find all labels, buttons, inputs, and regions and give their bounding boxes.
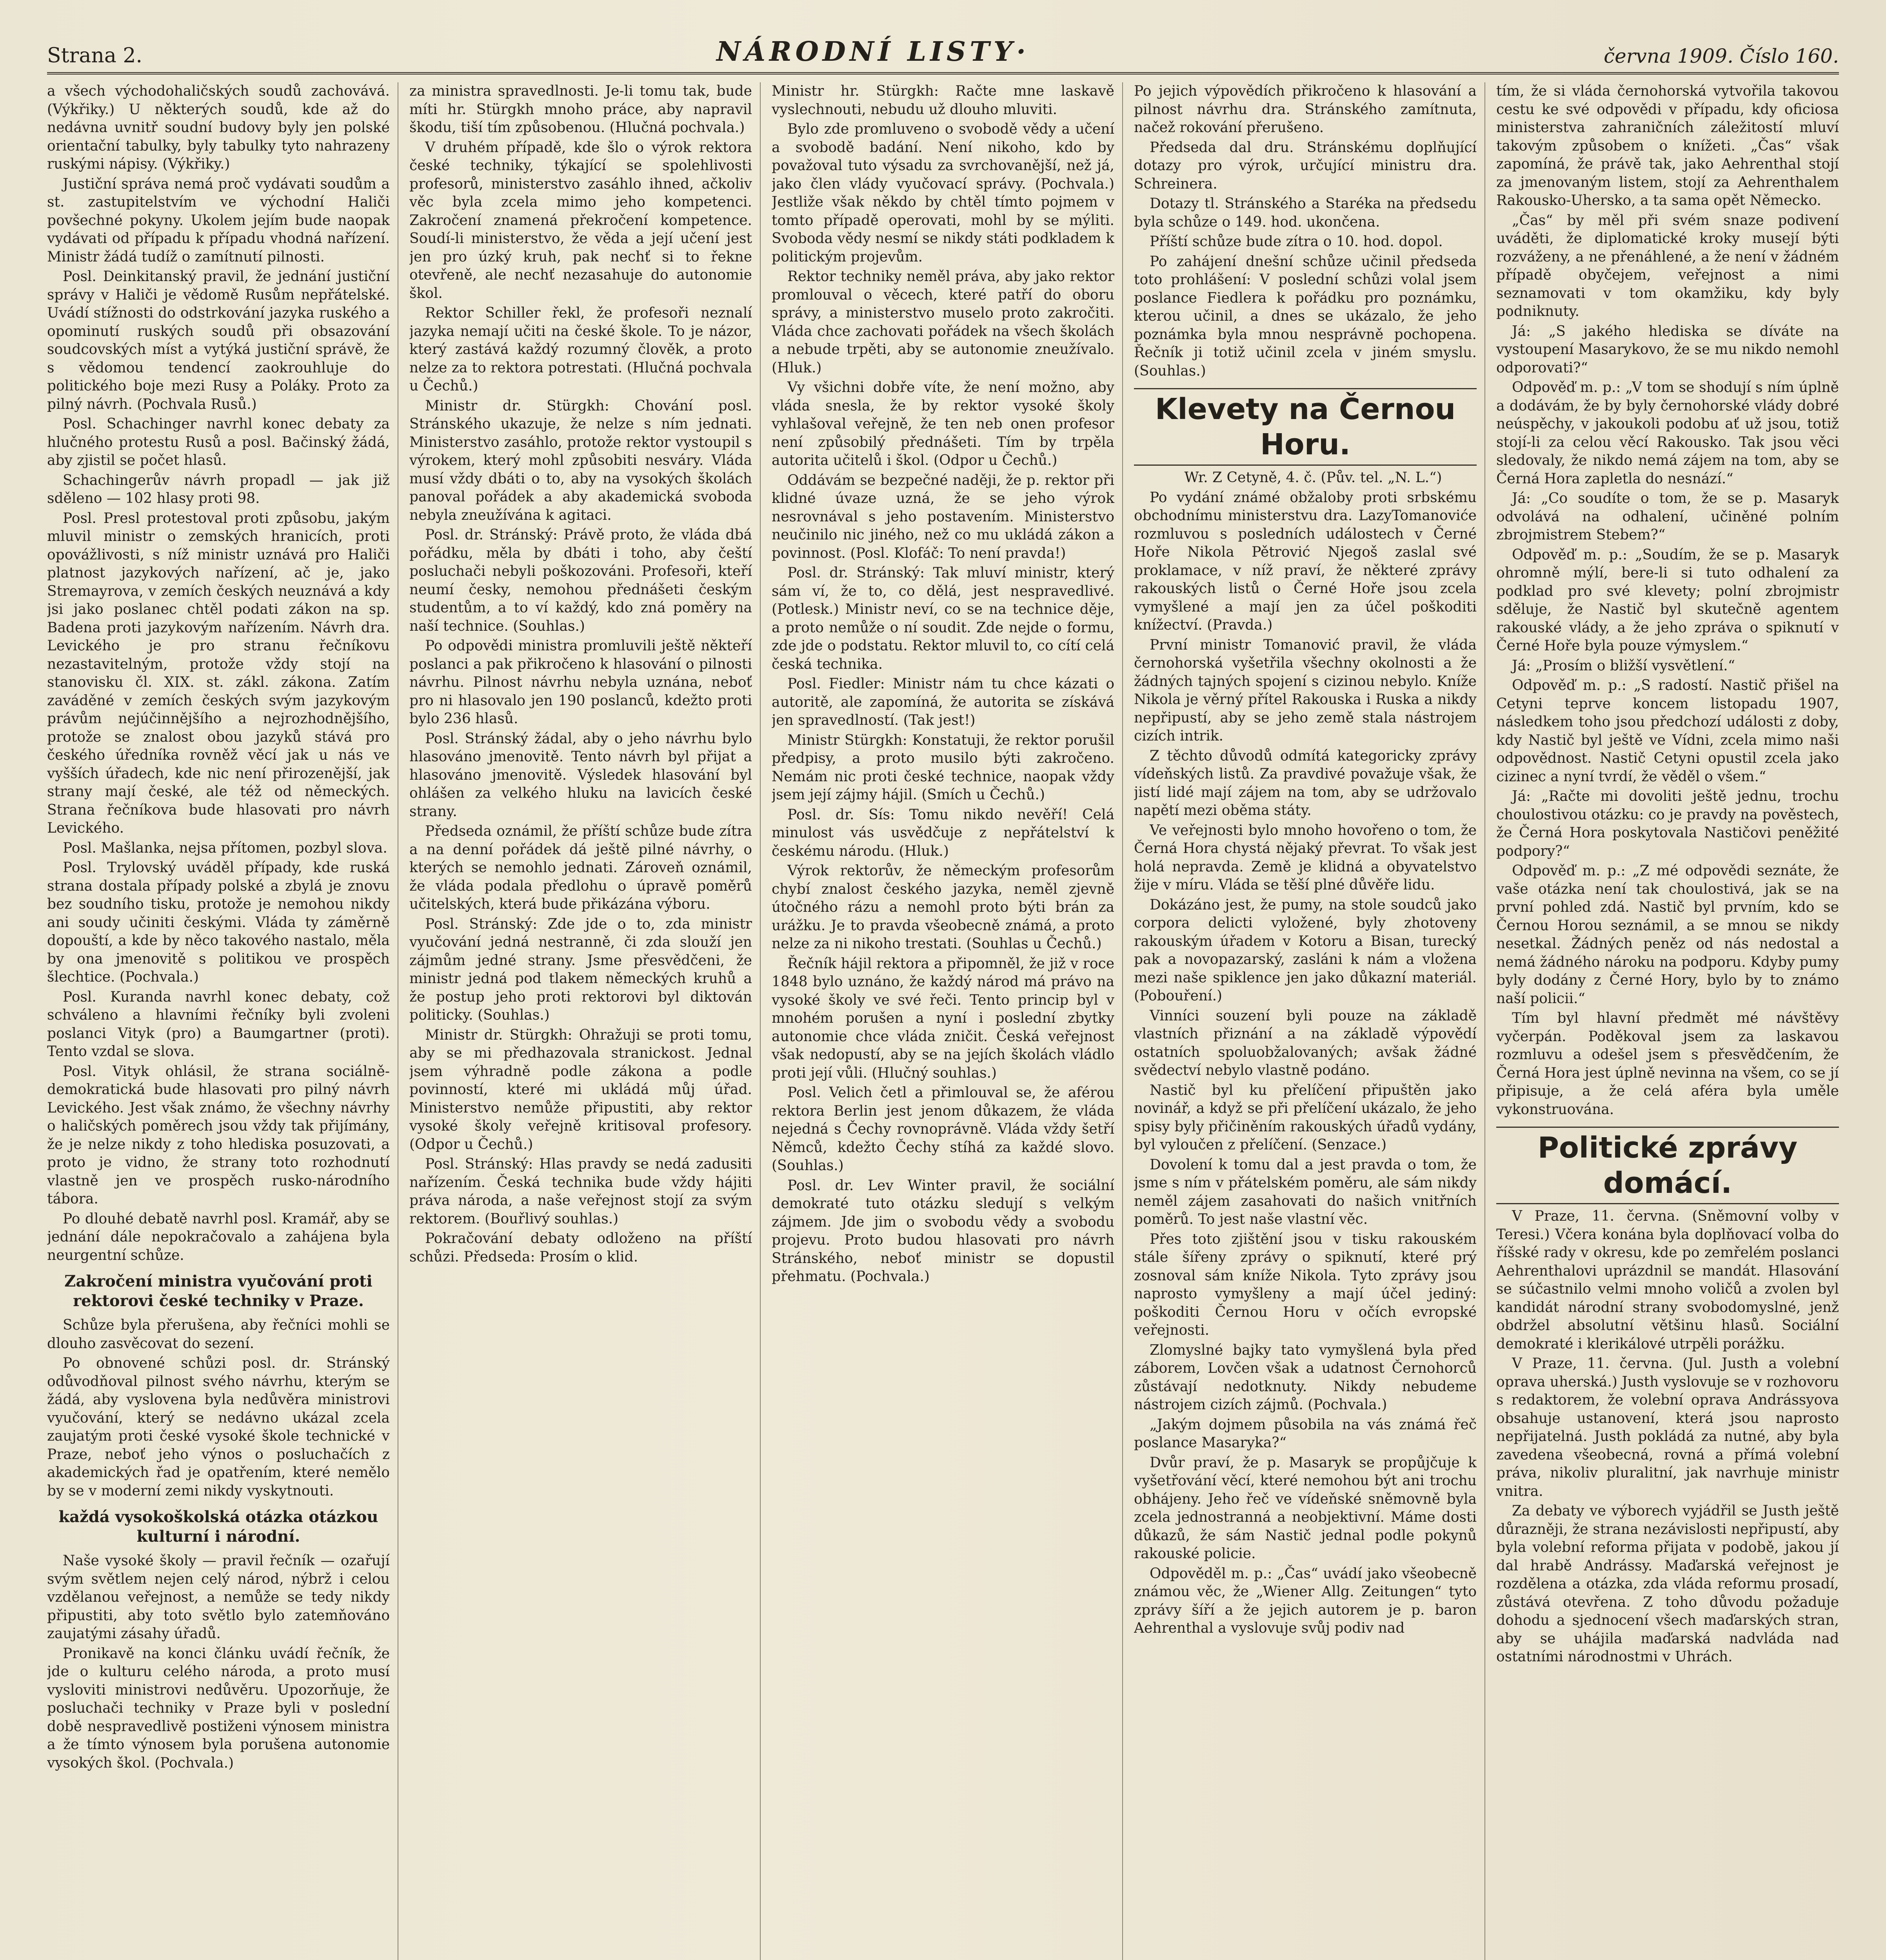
- paragraph: za ministra spravedlnosti. Je-li tomu tak, bude míti hr. Stürgkh mnoho práce, aby napravil škodu, tiší tím způsobenou. (Hlučná pochvala.): [409, 83, 752, 136]
- paragraph: Vy všichni dobře víte, že není možno, aby vláda snesla, že by rektor vysoké školy vyhlašoval veřejně, že ten neb onen profesor není způsobilý přednášeti. Tím by trpěla autorita učitelů i škol. (Odpor u Čechů.): [772, 379, 1114, 468]
- paragraph: Výrok rektorův, že německým profesorům chybí znalost českého jazyka, neměl zjevně útočného rázu a nemohl proto býti brán za urážku. Je to pravda všeobecně známá, a proto nelze za ni nikoho trestati. (Souhlas u Čechů.): [772, 863, 1114, 952]
- paragraph: Posl. dr. Stránský: Právě proto, že vláda dbá pořádku, měla by dbáti i toho, aby čeští posluchači nebyli poškozováni. Profesoři, kteří neumí česky, nemohou přednášeti českým studentům, a to ví každý, kdo zná poměry na naší technice. (Souhlas.): [409, 527, 752, 634]
- paragraph: Posl. dr. Lev Winter pravil, že sociální demokraté tuto otázku sledují s velkým zájmem. Jde jim o svobodu vědy a svobodu projevu. Proto budou hlasovati pro návrh Stránského, neboť ministr se dopustil přehmatu. (Pochvala.): [772, 1177, 1114, 1285]
- paragraph: „Čas“ by měl při svém snaze podivení uváděti, že diplomatické kroky musejí býti rozváženy, a ne přenáhlené, a že není v žádném případě obyčejem, veřejnost a nimi seznamovati v tom okamžiku, kdy byly podniknuty.: [1496, 212, 1839, 319]
- paragraph: Schůze byla přerušena, aby řečníci mohli se dlouho zasvěcovat do sezení.: [47, 1317, 390, 1352]
- paragraph: Po obnovené schůzi posl. dr. Stránský odůvodňoval pilnost svého návrhu, kterým se žádá, aby vyslovena byla nedůvěra ministrovi vyučování, který se nedávno ukázal zcela zaujatým proti české vysoké škole technické v Praze, neboť jeho výnos o posluchačích z akademických řad je opatřením, které nemělo by se v moderní zemi nikdy vyskytnouti.: [47, 1355, 390, 1499]
- paragraph: Nastič byl ku přelíčení připuštěn jako novinář, a když se při přelíčení ukázalo, že jeho spisy byly přičiněním rakouských úřadů vydány, byl vyloučen z přelíčení. (Senzace.): [1134, 1082, 1477, 1153]
- masthead-title: NÁRODNÍ LISTY·: [716, 36, 1030, 67]
- article-byline: Wr. Z Cetyně, 4. č. (Pův. tel. „N. L.“): [1184, 470, 1442, 486]
- issue-date: června 1909. Číslo 160.: [1604, 45, 1839, 67]
- paragraph: Za debaty ve výborech vyjádřil se Justh ještě důrazněji, že strana nezávislosti nepřipustí, aby byla volební reforma přijata v podobě, jakou jí dal hrabě Andrássy. Maďarská veřejnost je rozdělena a otázka, zda vláda reformu prosadí, zůstává otevřena. Z toho důvodu požaduje dohodu a sjednocení všech maďarských stran, aby se uhájila maďarská nadvláda nad ostatními národnostmi v Uhrách.: [1496, 1503, 1839, 1665]
- paragraph: Ministr hr. Stürgkh: Račte mne laskavě vyslechnouti, nebudu už dlouho mluviti.: [772, 83, 1114, 118]
- paragraph: Oddávám se bezpečné naději, že p. rektor při klidné úvaze uzná, že se jeho výrok nesrovnával s jeho postavením. Ministerstvo neučinilo nic jiného, než co mu ukládá zákon a povinnost. (Posl. Klofáč: To není pravda!): [772, 472, 1114, 561]
- section-heading: Zakročení ministra vyučování proti rektorovi české techniky v Praze.: [64, 1272, 372, 1310]
- paragraph: Po zahájení dnešní schůze učinil předseda toto prohlášení: V poslední schůzi volal jsem poslance Fiedlera k pořádku pro poznámku, kterou učinil, a dnes se ukázalo, že jeho poznámka byla mnou nesprávně pochopena. Řečník ji totiž učinil zcela v jiném smyslu. (Souhlas.): [1134, 253, 1477, 379]
- paragraph: tím, že si vláda černohorská vytvořila takovou cestu ke své odpovědi v případu, kdy oficiosa ministerstva zahraničních záležitostí mluví takovým způsobem o knížeti. „Čas“ však zapomíná, že právě tak, jako Aehrenthal stojí za jmenovaným listem, stojí za Aehrenthalem Rakousko-Uhersko, a ta sama opět Německo.: [1496, 83, 1839, 209]
- paragraph: Zlomyslné bajky tato vymyšlená byla před záborem, Lovčen však a udatnost Černohorců zůstávají nedotknuty. Nikdy nebudeme nástrojem cizích zájmů. (Pochvala.): [1134, 1342, 1477, 1413]
- paragraph: Posl. Deinkitanský pravil, že jednání justiční správy v Haliči je vědomě Rusům nepřátelské. Uvádí stížnosti do odstrkování jazyka ruského a opominutí ruských soudů při obsazování soudcovských míst a vytýká justiční správě, že s vědomou tendencí zaokrouhluje do politického boje mezi Rusy a Poláky. Proto za pilný návrh. (Pochvala Rusů.): [47, 269, 390, 412]
- paragraph: Posl. Velich četl a přimlouval se, že aférou rektora Berlin jest jenom důkazem, že vláda nejedná s Čechy rovnoprávně. Vláda vždy šetří Němců, kdežto Čechy stíhá za každé slovo. (Souhlas.): [772, 1085, 1114, 1174]
- paragraph: Posl. Fiedler: Ministr nám tu chce kázati o autoritě, ale zapomíná, že autorita se získává jen spravedlností. (Tak jest!): [772, 676, 1114, 728]
- paragraph: Já: „Co soudíte o tom, že se p. Masaryk odvolává na odhalení, učiněné polním zbrojmistrem Stebem?“: [1496, 490, 1839, 543]
- paragraph: Po odpovědi ministra promluvili ještě někteří poslanci a pak přikročeno k hlasování o pilnosti návrhu. Pilnost návrhu nebyla uznána, neboť pro ni hlasovalo jen 190 poslanců, kdežto proti bylo 236 hlasů.: [409, 638, 752, 727]
- column-2: [409, 82, 761, 1960]
- paragraph: V Praze, 11. června. (Jul. Justh a volební oprava uherská.) Justh vyslovuje se v rozhovoru s redaktorem, že volební oprava Andrássyova obsahuje ustanovení, která jsou naprosto nepřijatelná. Justh pokládá za nutné, aby byla zavedena všeobecná, rovná a přímá volební práva, nikoliv pluralitní, jak navrhuje ministr vnitra.: [1496, 1356, 1839, 1499]
- paragraph: Vinníci souzení byli pouze na základě vlastních přiznání a na základě výpovědí ostatních spoluobžalovaných; avšak žádné svědectví nebylo vlastně podáno.: [1134, 1007, 1477, 1078]
- paragraph: Posl. Vityk ohlásil, že strana sociálně-demokratická bude hlasovati pro pilný návrh Levického. Jest však známo, že všechny návrhy o haličských poměrech jsou vždy tak přijímány, že je nelze nikdy z toho hlediska posuzovati, a proto je vidno, že strany toto rozhodnutí vlastně jen ve prospěch rusko-národního tábora.: [47, 1063, 390, 1207]
- paragraph: Posl. Stránský: Zde jde o to, zda ministr vyučování jedná nestranně, či zda slouží jen zájmům jedné strany. Jsme přesvědčeni, že ministr jedná pod tlakem německých kruhů a že postup jeho proti rektorovi byl diktován politicky. (Souhlas.): [409, 916, 752, 1023]
- paragraph: Ve veřejnosti bylo mnoho hovořeno o tom, že Černá Hora chystá nějaký převrat. To však jest holá nepravda. Země je klidná a obyvatelstvo žije v míru. Vláda se těší plné důvěře lidu.: [1134, 822, 1477, 893]
- paragraph: V druhém případě, kde šlo o výrok rektora české techniky, týkající se spolehlivosti profesorů, ministerstvo zasáhlo ihned, ačkoliv věc byla zcela mimo jeho kompetenci. Zakročení znamená překročení kompetence. Soudí-li ministerstvo, že věda a její učení jest jen pro úzký kruh, pak nechť si to řekne otevřeně, ale nechť nezasahuje do autonomie škol.: [409, 139, 752, 301]
- article-heading-domestic-politics: Politické zprávy domácí.: [1496, 1127, 1839, 1204]
- paragraph: Posl. Stránský: Hlas pravdy se nedá zadusiti nařízením. Česká technika bude vždy hájiti práva národa, a naše veřejnost stojí za svým rektorem. (Bouřlivý souhlas.): [409, 1156, 752, 1227]
- page-header: [47, 24, 1839, 74]
- paragraph: Já: „Prosím o bližší vysvětlení.“: [1512, 657, 1735, 674]
- section-heading: každá vysokoškolská otázka otázkou kulturní i národní.: [58, 1508, 378, 1546]
- paragraph: Rektor techniky neměl práva, aby jako rektor promlouval o věcech, které patří do oboru správy, a ministerstvo muselo proto zakročiti. Vláda chce zachovati pořádek na všech školách a nebude trpěti, aby se autonomie zneužívalo. (Hluk.): [772, 269, 1114, 376]
- paragraph: Odpověděl m. p.: „Čas“ uvádí jako všeobecně známou věc, že „Wiener Allg. Zeitungen“ tyto zprávy šíří a že jejich autorem je p. baron Aehrenthal a vyslovuje svůj podiv nad: [1134, 1565, 1477, 1636]
- paragraph: Odpověď m. p.: „Z mé odpovědi seznáte, že vaše otázka není tak choulostivá, jak se na první pohled zdá. Nastič byl prvním, kdo se Černou Horou seznámil, a se mnou se nikdy nesetkal. Žádných peněz od nás nedostal a nemá žádného nároku na podporu. Kdyby pumy byly dodány z Černé Hory, bylo by to známo naší policii.“: [1496, 863, 1839, 1007]
- paragraph: Po dlouhé debatě navrhl posl. Kramář, aby se jednání dále nepokračovalo a zahájena byla neurgentní schůze.: [47, 1210, 390, 1263]
- paragraph: Po jejich výpovědích přikročeno k hlasování a pilnost návrhu dra. Stránského zamítnuta, načež rokování přerušeno.: [1134, 83, 1477, 136]
- paragraph: Předseda oznámil, že příští schůze bude zítra a na denní pořádek dá ještě pilné návrhy, o kterých se nemohlo jednati. Zároveň oznámil, že vláda podala předlohu o úpravě poměrů učitelských, která bude přikázána výboru.: [409, 823, 752, 912]
- paragraph: Posl. Schachinger navrhl konec debaty za hlučného protestu Rusů a posl. Bačinský žádá, aby zjistil se počet hlasů.: [47, 416, 390, 468]
- paragraph: První ministr Tomanović pravil, že vláda černohorská vyšetřila všechny okolnosti a že žádných tajných spojení s cizinou nebylo. Kníže Nikola je věrný přítel Rakouska i Ruska a nikdy nepřipustí, aby se jeho země stala nástrojem cizích intrik.: [1134, 637, 1477, 744]
- paragraph: Naše vysoké školy — pravil řečník — ozařují svým světlem nejen celý národ, nýbrž i celou vzdělanou veřejnost, a nemůže se tedy nikdy připustiti, aby toto světlo bylo zatemňováno zaujatými zásahy úřadů.: [47, 1553, 390, 1642]
- paragraph: a všech východohaličských soudů zachovává. (Výkřiky.) U některých soudů, kde až do nedávna uvnitř soudní budovy byly jen polské orientační tabulky, byly tabulky tyto nahrazeny ruskými nápisy. (Výkřiky.): [47, 83, 390, 172]
- article-heading-montenegro: Klevety na Černou Horu.: [1134, 388, 1477, 466]
- column-1: [47, 82, 398, 1960]
- paragraph: Ministr dr. Stürgkh: Chování posl. Stránského ukazuje, že nelze s ním jednati. Ministerstvo zasáhlo, protože rektor vystoupil s výrokem, který mohl způsobiti nesváry. Vláda musí vždy dbáti o to, aby na vysokých školách panoval pořádek a aby akademická svoboda nebyla zneužívána k agitaci.: [409, 397, 752, 523]
- paragraph: Posl. Mašlanka, nejsa přítomen, pozbyl slova.: [63, 840, 387, 856]
- paragraph: Posl. Trylovský uváděl případy, kde ruská strana dostala případy polské a zbylá je znovu bez soudního tisku, protože je nemohou nikdy ani soudy učiniti českými. Vláda ty záměrně dopouští, a kde by něco takového nastalo, měla by ona jmenovitě s politikou ve prospěch šlechtice. (Pochvala.): [47, 860, 390, 985]
- paragraph: Odpověď m. p.: „V tom se shodují s ním úplně a dodávám, že by byly černohorské vlády dobré neúspěchy, v jakoukoli podobu ať už jsou, totiž stojí-li za celou věcí Rakousko. Tak jsou věci sledovaly, že nikdo nemá zájem na tom, aby se Černá Hora zapletla do nesnází.“: [1496, 379, 1839, 487]
- paragraph: Předseda dal dru. Stránskému doplňující dotazy pro výrok, určující ministru dra. Schreinera.: [1134, 139, 1477, 192]
- paragraph: Posl. Kuranda navrhl konec debaty, což schváleno a hlavními řečníky byli zvoleni poslanci Vityk (pro) a Baumgartner (proti). Tento vzdal se slova.: [47, 989, 390, 1060]
- paragraph: Ministr Stürgkh: Konstatuji, že rektor porušil předpisy, a proto musilo býti zakročeno. Nemám nic proti české technice, naopak vždy jsem její zájmy hájil. (Smích u Čechů.): [772, 732, 1114, 803]
- paragraph: Pokračování debaty odloženo na příští schůzi. Předseda: Prosím o klid.: [409, 1230, 752, 1265]
- paragraph: Odpověď m. p.: „Soudím, že se p. Masaryk ohromně mýlí, bere-li si tuto odhalení za podklad pro své klevety; polní zbrojmistr sděluje, že Nastič byl skutečně agentem rakouské vlády, a že jeho zpráva o spiknutí v Černé Hoře byla pouze výmyslem.“: [1496, 546, 1839, 654]
- page-number: Strana 2.: [47, 44, 143, 67]
- paragraph: Dovolení k tomu dal a jest pravda o tom, že jsme s ním v přátelském poměru, ale sám nikdy neměl zájem zasahovati do našich vnitřních poměrů. To jest naše vlastní věc.: [1134, 1156, 1477, 1227]
- paragraph: Rektor Schiller řekl, že profesoři neznalí jazyka nemají učiti na české škole. To je názor, který zastává každý rozumný člověk, a proto nelze za to rektora potrestati. (Hlučná pochvala u Čechů.): [409, 305, 752, 394]
- paragraph: Já: „S jakého hlediska se díváte na vystoupení Masarykovo, že se mu nikdo nemohl odporovati?“: [1496, 323, 1839, 376]
- paragraph: Dokázáno jest, že pumy, na stole soudců jako corpora delicti vyložené, byly zhotoveny rakouským úřadem v Kotoru a Bisan, turecký pak a novopazarský, zasláni k nám a vložena mezi naše spiklence jen jako důkazní materiál. (Pobouření.): [1134, 897, 1477, 1004]
- column-4: [1134, 82, 1485, 1960]
- column-5: [1496, 82, 1839, 1960]
- paragraph: Posl. Presl protestoval proti způsobu, jakým mluvil ministr o zemských hranicích, proti opovážlivosti, s níž ministr uznává pro Haliči platnost jazykových nařízení, ač je, jako Stremayrova, v zemích českých neuznává a kdy jsi jako poslanec chtěl podati zákon na sp. Badena proti jazykovým nařízením. Návrh dra. Levického je pro stranu řečníkovu nezastavitelným, protože vždy stojí na stanovisku čl. XIX. st. zákl. zákona. Zatím zaváděné v zemích českých svým jazykovým právům nejúčinnějšího a nejrozhodnějšího, protože se znalost obou jazyků stává pro českého úředníka rovněž věcí jak u nás ve vyšších úřadech, kde nic není přirozenější, jak strany mají české, ale též od německých. Strana řečníkova bude hlasovati pro návrh Levického.: [47, 510, 390, 836]
- paragraph: Příští schůze bude zítra o 10. hod. dopol.: [1150, 234, 1443, 250]
- paragraph: Odpověď m. p.: „S radostí. Nastič přišel na Cetyni teprve koncem listopadu 1907, následkem toho jsou předchozí události z doby, kdy Nastič byl ještě ve Vídni, zcela mimo naši odpovědnost. Nastič Cetyni opustil zcela jako cizinec a nyní tvrdí, že věděl o všem.“: [1496, 677, 1839, 785]
- paragraph: Z těchto důvodů odmítá kategoricky zprávy vídeňských listů. Za pravdivé považuje však, že jistí lidé mají zájem na tom, aby se udržovalo napětí mezi oběma státy.: [1134, 748, 1477, 818]
- paragraph: Po vydání známé obžaloby proti srbskému obchodnímu ministerstvu dra. LazyTomanoviće rozmluvou s posledních událostech v Černé Hoře Nikola Pětrović Njegoš zaslal své proklamace, v níž praví, že některé zprávy rakouských listů o Černé Hoře jsou zcela vymyšlené a mají jen za účel poškoditi knížectví. (Pravda.): [1134, 489, 1477, 633]
- paragraph: Tím byl hlavní předmět mé návštěvy vyčerpán. Poděkoval jsem za laskavou rozmluvu a odešel jsem s přesvědčením, že Černá Hora jest úplně nevinna na všem, co se jí připisuje, a že celá aféra byla uměle vykonstruována.: [1496, 1010, 1839, 1118]
- paragraph: Dvůr praví, že p. Masaryk se propůjčuje k vyšetřování věcí, které nemohou být ani trochu obhájeny. Jeho řeč ve vídeňské sněmovně byla zcela jednostranná a neobjektivní. Máme dosti důkazů, že sám Nastič jednal podle pokynů rakouské policie.: [1134, 1454, 1477, 1562]
- paragraph: Já: „Račte mi dovoliti ještě jednu, trochu choulostivou otázku: co je pravdy na pověstech, že Černá Hora poskytovala Nastičovi peněžité podpory?“: [1496, 788, 1839, 859]
- paragraph: Posl. dr. Sís: Tomu nikdo nevěří! Celá minulost vás usvědčuje z nepřátelství k českému národu. (Hluk.): [772, 806, 1114, 859]
- column-3: [772, 82, 1123, 1960]
- paragraph: Justiční správa nemá proč vydávati soudům a st. zastupitelstvím ve východní Haliči povšechné pokyny. Ukolem jejím bude naopak vydávati od případu k případu vhodná nařízení. Ministr žádá tudíž o zamítnutí pilnosti.: [47, 176, 390, 265]
- paragraph: Řečník hájil rektora a připomněl, že již v roce 1848 bylo uznáno, že každý národ má právo na vysoké školy ve své řeči. Tento princip byl v mnohém porušen a nyní i poslední zbytky autonomie chce vláda zničit. Česká veřejnost však nedopustí, aby se na jejích školách vládlo proti její vůli. (Hlučný souhlas.): [772, 955, 1114, 1081]
- paragraph: Dotazy tl. Stránského a Staréka na předsedu byla schůze o 149. hod. ukončena.: [1134, 196, 1477, 230]
- paragraph: Posl. dr. Stránský: Tak mluví ministr, který sám ví, že to, co dělá, jest nespravedlivé. (Potlesk.) Ministr neví, co se na technice děje, a proto nemůže o ní soudit. Zde nejde o formu, zde jde o podstatu. Rektor mluvil to, co cítí celá česká technika.: [772, 565, 1114, 672]
- paragraph: V Praze, 11. června. (Sněmovní volby v Teresi.) Včera konána byla doplňovací volba do říšské rady v okresu, kde po zemřelém poslanci Aehrenthalovi uprázdnil se mandát. Hlasování se súčastnilo velmi mnoho voličů a zvolen byl kandidát národní strany svobodomyslné, jenž obdržel absolutní většinu hlasů. Sociální demokraté i klerikálové utrpěli porážku.: [1496, 1208, 1839, 1352]
- paragraph: Pronikavě na konci článku uvádí řečník, že jde o kulturu celého národa, a proto musí vysloviti ministrovi nedůvěru. Upozorňuje, že posluchači techniky v Praze byli v poslední době nespravedlivě postiženi výnosem ministra a že tímto výnosem byla porušena autonomie vysokých škol. (Pochvala.): [47, 1645, 390, 1771]
- paragraph: Schachingerův návrh propadl — jak již sděleno — 102 hlasy proti 98.: [47, 472, 390, 506]
- paragraph: Ministr dr. Stürgkh: Ohražuji se proti tomu, aby se mi předhazovala stranickost. Jednal jsem výhradně podle zákona a podle povinností, které mi ukládá můj úřad. Ministerstvo nemůže připustiti, aby rektor vysoké školy veřejně kritisoval profesory. (Odpor u Čechů.): [409, 1027, 752, 1152]
- article-columns: [47, 82, 1839, 1960]
- paragraph: Posl. Stránský žádal, aby o jeho návrhu bylo hlasováno jmenovitě. Tento návrh byl přijat a hlasováno jmenovitě. Výsledek hlasování byl ohlášen za velkého hluku na lavicích české strany.: [409, 730, 752, 820]
- paragraph: Přes toto zjištění jsou v tisku rakouském stále šířeny zprávy o spiknutí, které prý zosnoval sám kníže Nikola. Tyto zprávy jsou naprosto vymyšleny a mají účel jediný: poškoditi Černou Horu v očích evropské veřejnosti.: [1134, 1231, 1477, 1338]
- paragraph: „Jakým dojmem působila na vás známá řeč poslance Masaryka?“: [1134, 1416, 1477, 1451]
- paragraph: Bylo zde promluveno o svobodě vědy a učení a svobodě badání. Není nikoho, kdo by považoval tuto výsadu za svrchovanější, než já, jako člen vlády vyučovací správy. (Pochvala.) Jestliže však někdo by chtěl tímto pojmem v tomto případě operovati, mohl by se mýliti. Svoboda vědy nesmí se nikdy státi podkladem k politickým projevům.: [772, 121, 1114, 265]
